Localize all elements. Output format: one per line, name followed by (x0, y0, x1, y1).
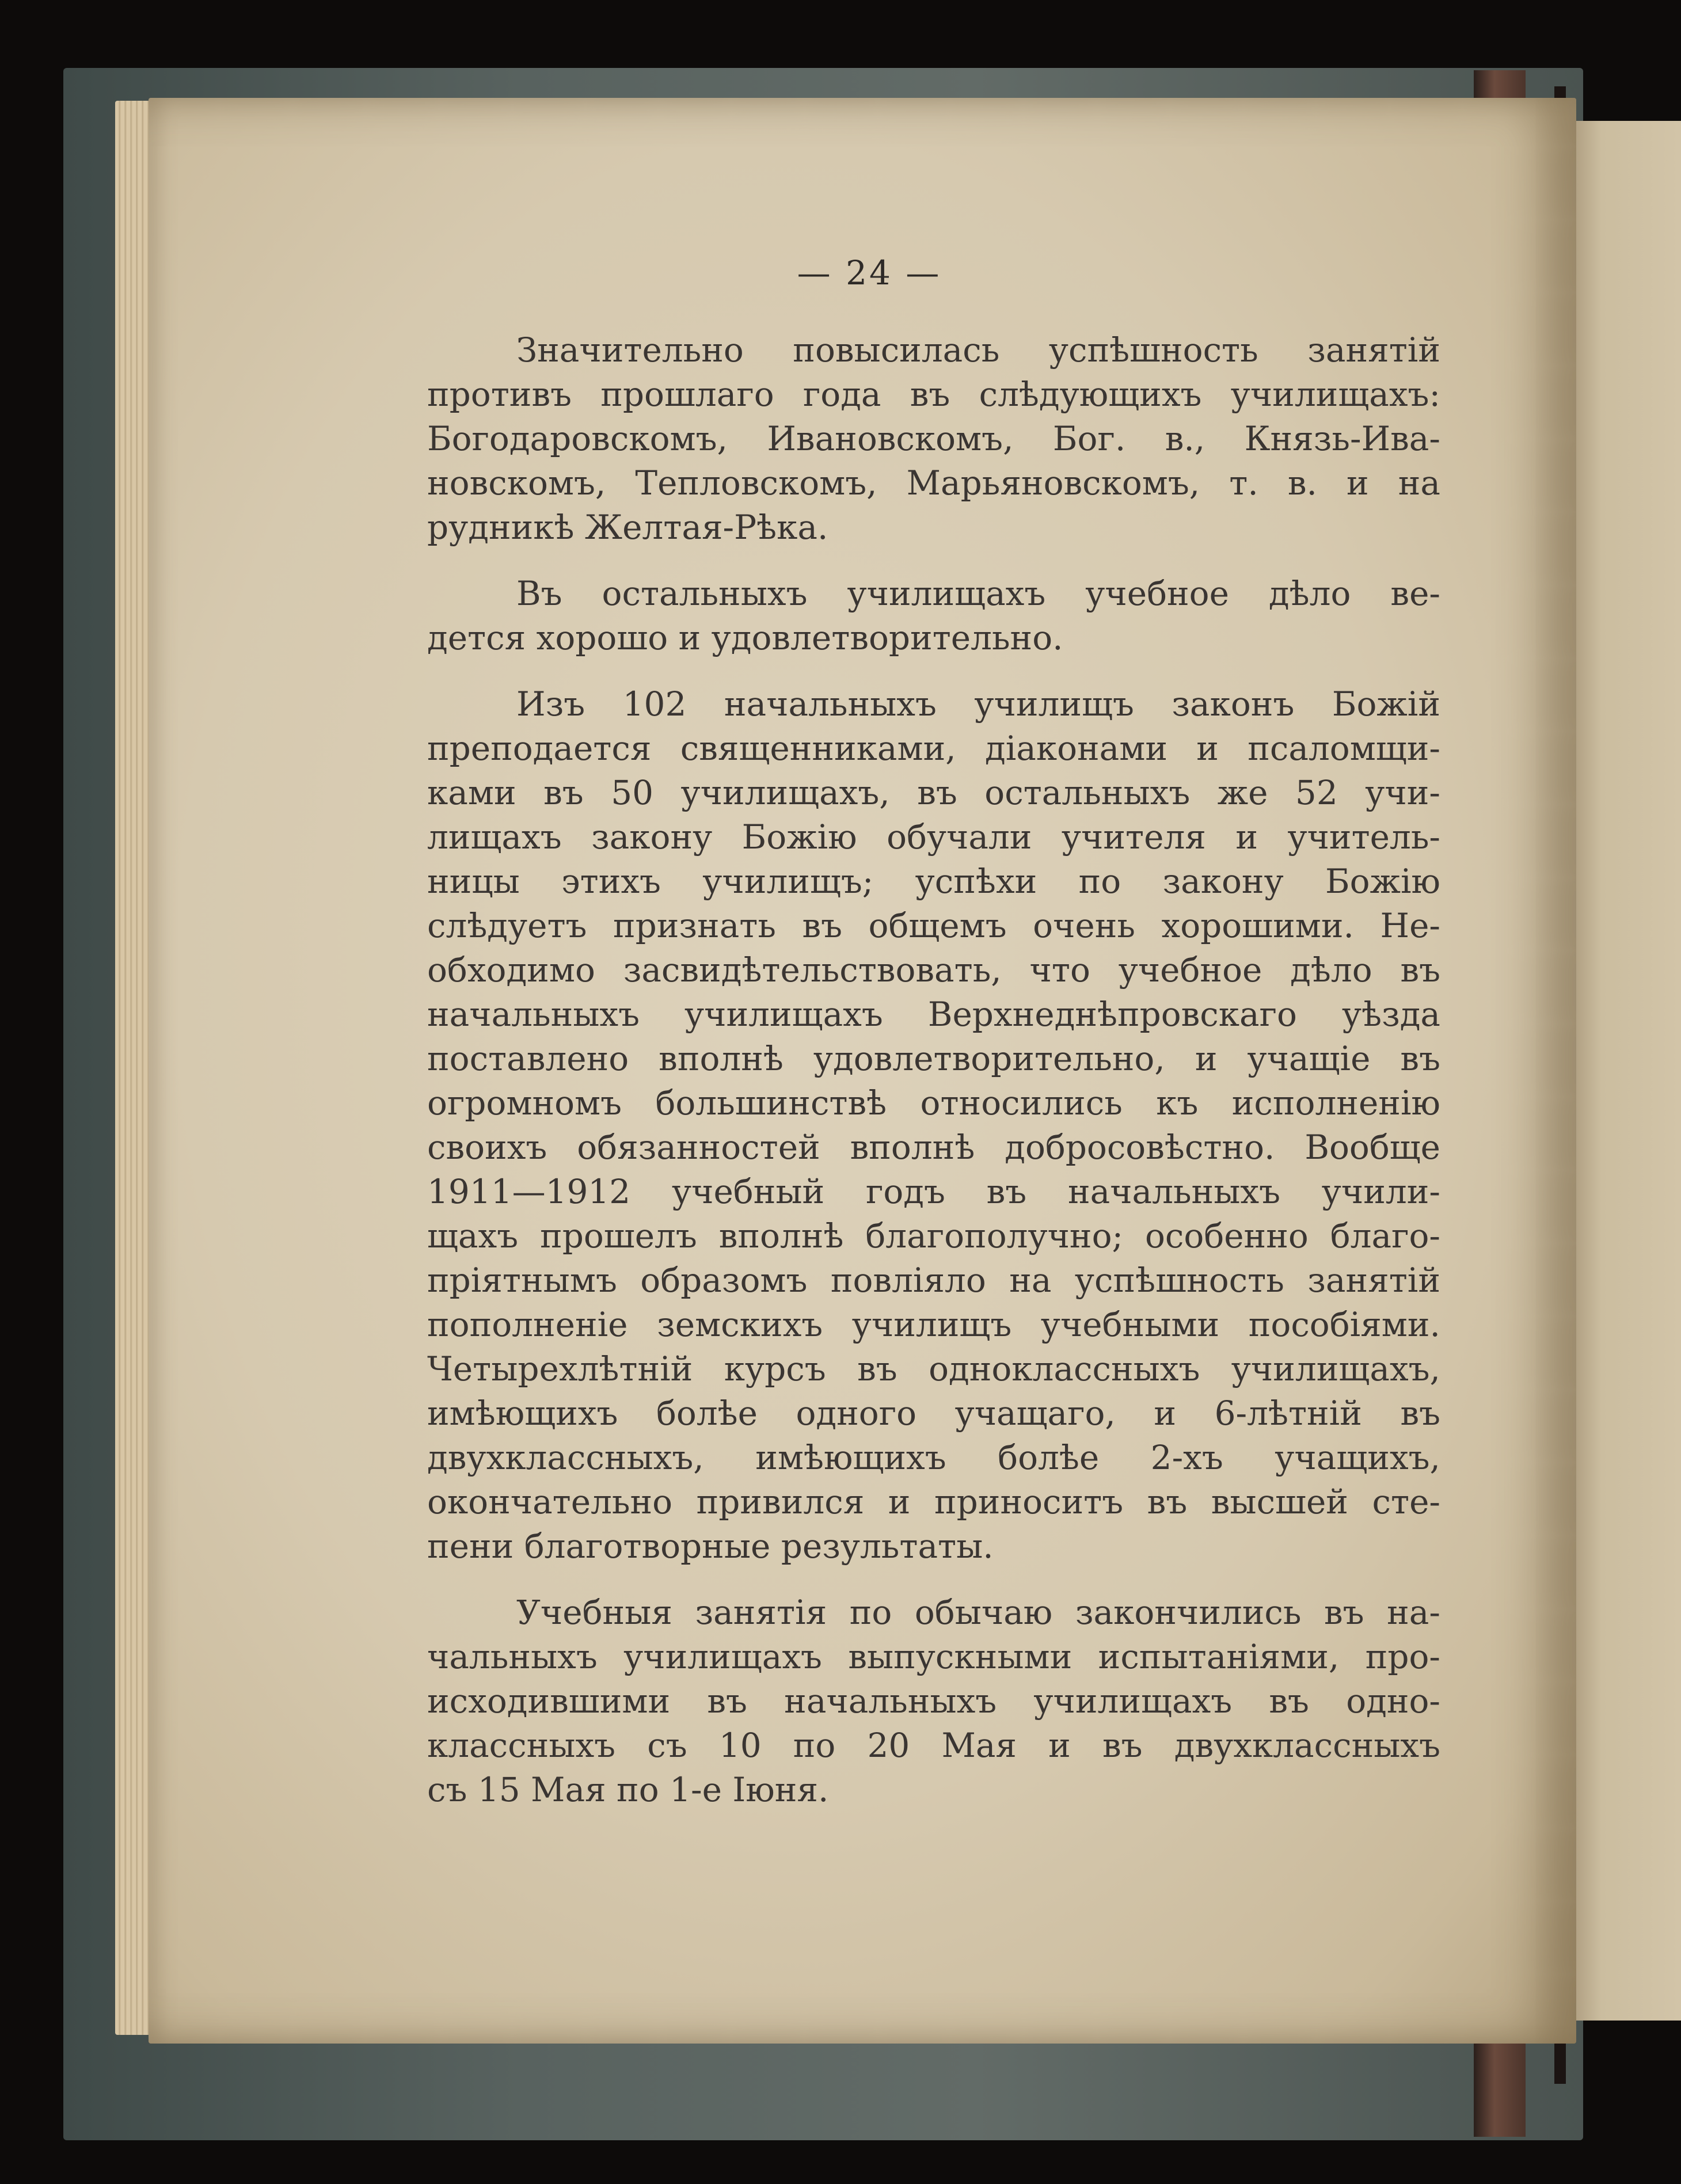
text-line: дется хорошо и удовлетворительно. (427, 618, 1063, 657)
paragraph (427, 682, 1440, 1569)
text-line: поставлено вполнѣ удовлетворительно, и учащіе въ (427, 1039, 1440, 1078)
paragraph (427, 1591, 1440, 1812)
text-line: окончательно привился и приноситъ въ высшей сте- (427, 1482, 1440, 1521)
text-line: ками въ 50 училищахъ, въ остальныхъ же 52 учи- (427, 773, 1440, 812)
text-line: рудникѣ Желтая-Рѣка. (427, 508, 828, 547)
text-line: Въ остальныхъ училищахъ учебное дѣло ве- (516, 574, 1440, 613)
text-line: пріятнымъ образомъ повліяло на успѣшность занятій (427, 1261, 1440, 1300)
text-line: пени благотворные результаты. (427, 1527, 994, 1566)
text-line: исходившими въ начальныхъ училищахъ въ одно- (427, 1681, 1440, 1721)
text-line: ницы этихъ училищъ; успѣхи по закону Божію (427, 862, 1440, 901)
page-number: — 24 — (797, 253, 942, 292)
text-line: Четырехлѣтній курсъ въ одноклассныхъ училищахъ, (427, 1349, 1440, 1388)
text-line: чальныхъ училищахъ выпускными испытаніями, про- (427, 1637, 1440, 1676)
paragraph (427, 328, 1440, 550)
text-line: пополненіе земскихъ училищъ учебными пособіями. (427, 1305, 1440, 1344)
text-line: слѣдуетъ признать въ общемъ очень хорошими. Не- (427, 906, 1440, 945)
text-line: съ 15 Мая по 1-е Іюня. (427, 1770, 829, 1809)
text-line: Значительно повысилась успѣшность занятій (516, 330, 1440, 370)
body-text (427, 328, 1440, 1834)
text-line: своихъ обязанностей вполнѣ добросовѣстно. Вообще (427, 1128, 1440, 1167)
text-line: огромномъ большинствѣ относились къ исполненію (427, 1083, 1440, 1123)
facing-page-edge (1567, 121, 1681, 2021)
text-line: начальныхъ училищахъ Верхнеднѣпровскаго уѣзда (427, 995, 1440, 1034)
text-line: имѣющихъ болѣе одного учащаго, и 6-лѣтній въ (427, 1394, 1440, 1433)
paragraph (427, 572, 1440, 660)
text-line: 1911—1912 учебный годъ въ начальныхъ учили- (427, 1172, 1440, 1211)
text-line: противъ прошлаго года въ слѣдующихъ училищахъ: (427, 375, 1440, 414)
text-line: щахъ прошелъ вполнѣ благополучно; особенно благо- (427, 1216, 1440, 1255)
text-line: Изъ 102 начальныхъ училищъ законъ Божій (516, 684, 1440, 724)
text-line: двухклассныхъ, имѣющихъ болѣе 2-хъ учащихъ, (427, 1438, 1440, 1477)
text-line: Учебныя занятія по обычаю закончились въ на- (516, 1593, 1440, 1632)
text-line: Богодаровскомъ, Ивановскомъ, Бог. в., Князь-Ива- (427, 419, 1440, 458)
text-line: преподается священниками, діаконами и псаломщи- (427, 729, 1440, 768)
text-line: лищахъ закону Божію обучали учителя и учитель- (427, 817, 1440, 857)
text-line: новскомъ, Тепловскомъ, Марьяновскомъ, т. в. и на (427, 463, 1440, 503)
text-line: классныхъ съ 10 по 20 Мая и въ двухклассныхъ (427, 1726, 1440, 1765)
text-line: обходимо засвидѣтельствовать, что учебное дѣло въ (427, 950, 1440, 990)
